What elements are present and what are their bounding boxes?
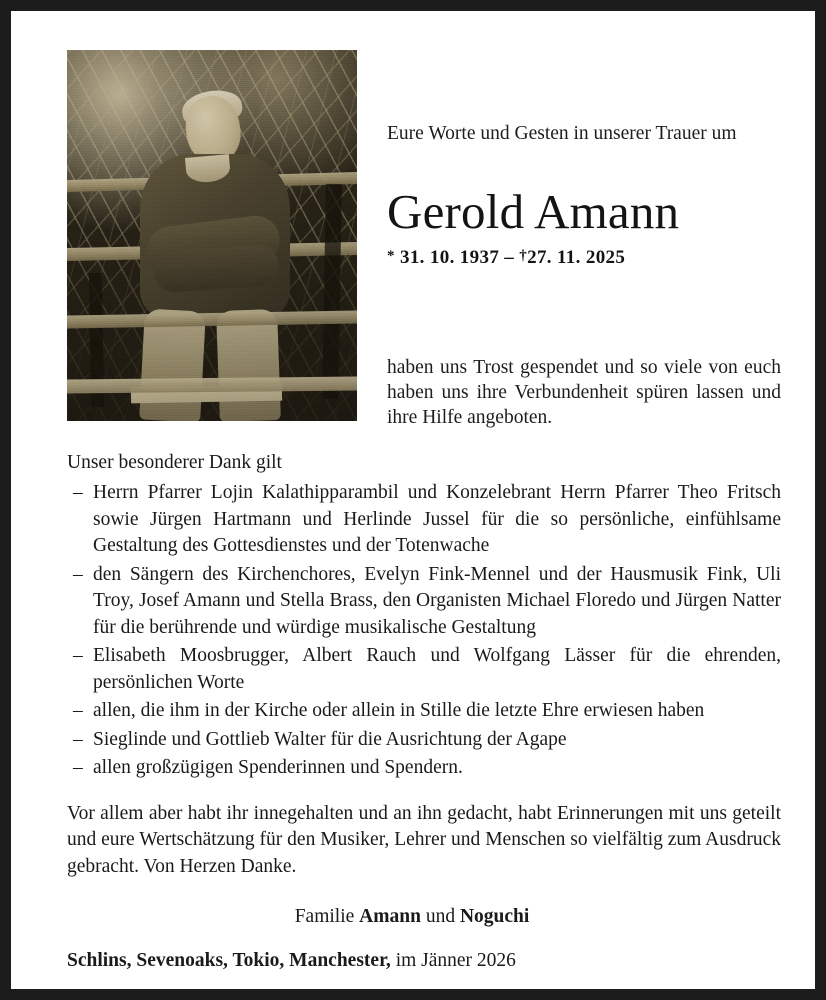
list-item-text: Herrn Pfarrer Lojin Kalathipparambil und Konzelebrant Herrn Pfarrer Theo Fritsch sowie Jürgen Hartmann und Herlinde Jussel für die so persönliche, einfühlsame Gestaltung des Gottesdienstes und der Totenwache — [93, 482, 781, 556]
family-conjunction: und — [420, 906, 460, 927]
family-name-primary: Amann — [359, 906, 421, 927]
photo-background — [67, 50, 357, 421]
portrait-photo — [67, 50, 357, 421]
list-item — [67, 643, 781, 696]
birth-date: 31. 10. 1937 — [399, 247, 500, 268]
list-item-text: den Sängern des Kirchenchores, Evelyn Fink-Mennel und der Hausmusik Fink, Uli Troy, Josef Amann und Stella Brass, den Organisten Michael Floredo und Jürgen Natter für die berührende und würdige musikalische Gestaltung — [93, 563, 781, 638]
family-name-secondary: Noguchi — [459, 906, 530, 927]
life-dates — [387, 247, 781, 269]
list-item — [67, 727, 781, 754]
list-item-text: Sieglinde und Gottlieb Walter für die Ausrichtung der Agape — [93, 728, 567, 750]
list-item — [67, 562, 781, 642]
top-block — [11, 11, 815, 428]
headline-column — [387, 121, 781, 269]
body-block — [67, 449, 781, 974]
after-name-text: haben uns Trost gespendet und so viele von euch haben uns ihre Verbundenheit spüren lassen und ihre Hilfe angeboten. — [387, 357, 781, 428]
list-item-text: Elisabeth Moosbrugger, Albert Rauch und Wolfgang Lässer für die ehrenden, persönlichen Worte — [93, 645, 781, 693]
thanks-list — [67, 480, 781, 782]
closing-paragraph: Vor allem aber habt ihr innegehalten und an ihn gedacht, habt Erinnerungen mit uns geteilt und eure Wertschätzung für den Musiker, Lehrer und Menschen so vielfältig zum Ausdruck gebracht. Von Herzen Danke. — [67, 802, 781, 877]
dates-separator: – — [504, 247, 515, 268]
death-date: 27. 11. 2025 — [527, 247, 626, 268]
family-prefix: Familie — [294, 906, 360, 927]
list-bullet: – — [73, 645, 83, 666]
place-and-date-line — [67, 948, 781, 974]
list-item — [67, 755, 781, 782]
notice-sheet — [11, 11, 815, 989]
photo-sepia-overlay — [67, 50, 357, 421]
list-item-text: allen großzügigen Spenderinnen und Spendern. — [93, 757, 463, 778]
list-item — [67, 480, 781, 560]
death-symbol: † — [519, 248, 528, 264]
list-bullet: – — [73, 728, 83, 750]
family-signature — [67, 904, 781, 930]
birth-symbol: * — [387, 248, 395, 264]
deceased-name: Gerold Amann — [387, 184, 680, 239]
list-bullet: – — [73, 482, 83, 503]
list-bullet: – — [73, 563, 83, 585]
publication-date: im Jänner 2026 — [390, 950, 516, 971]
list-item-text: allen, die ihm in der Kirche oder allein in Stille die letzte Ehre erwiesen haben — [93, 700, 705, 721]
intro-text: Eure Worte und Gesten in unserer Trauer um — [387, 123, 737, 144]
list-bullet: – — [73, 757, 83, 778]
list-item — [67, 698, 781, 725]
places: Schlins, Sevenoaks, Tokio, Manchester, — [67, 950, 391, 971]
thanks-heading: Unser besonderer Dank gilt — [67, 452, 282, 473]
list-bullet: – — [73, 700, 83, 721]
